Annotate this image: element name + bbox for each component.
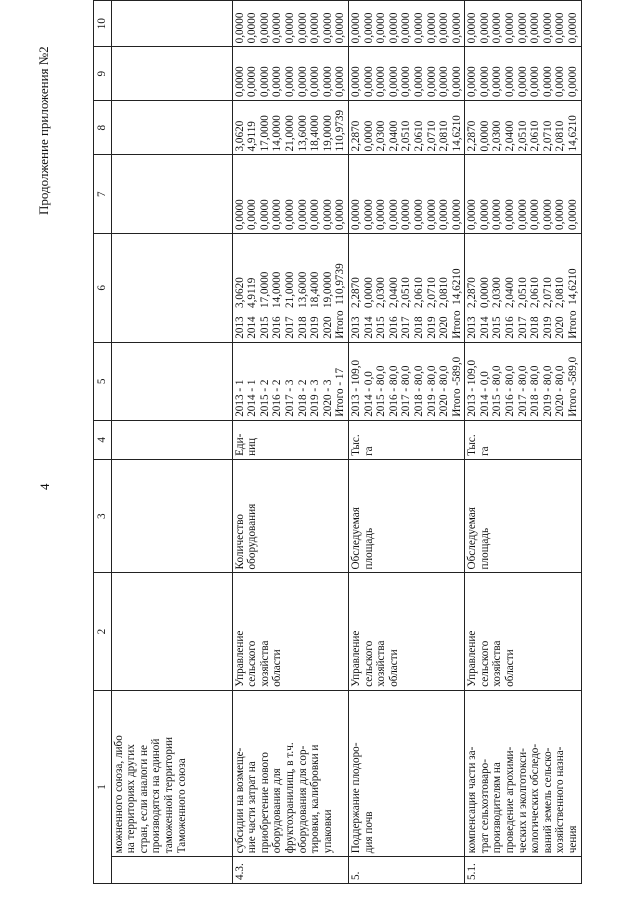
unit: Тыс. га [348, 420, 464, 459]
funding-col-8 [111, 100, 232, 154]
funding-col-9: 0,0000 0,0000 0,0000 0,0000 0,0000 0,0000 0,0000 0,0000 0,0000 [465, 47, 581, 101]
header-cell: 5 [94, 342, 112, 420]
table-row [348, 1, 464, 884]
executor [111, 573, 232, 690]
funding-col-8: 2,2870 0,0000 2,0300 2,0400 2,0510 2,0610 2,0710 2,0810 14,6210 [348, 100, 464, 154]
indicator: Обследуемая площадь [465, 459, 581, 573]
row-number: 5.1. [465, 857, 581, 884]
funding-col-7: 0,0000 0,0000 0,0000 0,0000 0,0000 0,0000 0,0000 0,0000 0,0000 [232, 155, 348, 234]
indicator: Обследуемая площадь [348, 459, 464, 573]
activity-text: Поддержание плодоро- дия почв [348, 690, 464, 856]
funding-total: 2013 3,0620 2014 4,9119 2015 17,0000 2016 14,0000 2017 21,0000 2018 13,6000 2019 18,4000 2020 19,0000 Итого 110,9739 [232, 233, 348, 342]
funding-col-7: 0,0000 0,0000 0,0000 0,0000 0,0000 0,0000 0,0000 0,0000 0,0000 [348, 155, 464, 234]
funding-col-9: 0,0000 0,0000 0,0000 0,0000 0,0000 0,0000 0,0000 0,0000 0,0000 [348, 47, 464, 101]
yearly-values [111, 342, 232, 420]
header-cell: 1 [94, 690, 112, 883]
activity-text: компенсация части за- трат сельхозтоваро- производителям на проведение агрохими- ческих и эколготокси- кологических обследо- ваний земель сельско- хозяйственного назна- чения [465, 690, 581, 856]
row-number: 5. [348, 857, 464, 884]
header-cell: 6 [94, 233, 112, 342]
page-number: 4 [37, 483, 52, 490]
header-cell: 4 [94, 420, 112, 459]
row-number [111, 857, 232, 884]
indicator [111, 459, 232, 573]
funding-total: 2013 2,2870 2014 0,0000 2015 2,0300 2016 2,0400 2017 2,0510 2018 2,0610 2019 2,0710 2020 2,0810 Итого 14,6210 [348, 233, 464, 342]
table-row [465, 1, 581, 884]
activity-text: субсидии на возмеще- ние части затрат на приобретение нового оборудования для фруктохранилищ, в т.ч. оборудования для сор- тировки, калибровки и упаковки [232, 690, 348, 856]
yearly-values: 2013 - 109,0 2014 - 0,0 2015 - 80,0 2016 - 80,0 2017 - 80,0 2018 - 80,0 2019 - 80,0 2020 - 80,0 Итого -589,0 [348, 342, 464, 420]
executor: Управление сельского хозяйства области [232, 573, 348, 690]
funding-total [111, 233, 232, 342]
yearly-values: 2013 - 1 2014 - 1 2015 - 2 2016 - 2 2017 - 3 2018 - 2 2019 - 3 2020 - 3 Итого - 17 [232, 342, 348, 420]
header-cell: 10 [94, 1, 112, 47]
executor: Управление сельского хозяйства области [348, 573, 464, 690]
unit: Тыс. га [465, 420, 581, 459]
table-row [232, 1, 348, 884]
funding-col-9: 0,0000 0,0000 0,0000 0,0000 0,0000 0,0000 0,0000 0,0000 0,0000 [232, 47, 348, 101]
executor: Управление сельского хозяйства области [465, 573, 581, 690]
row-number: 4.3. [232, 857, 348, 884]
header-cell: 2 [94, 573, 112, 690]
header-cell: 7 [94, 155, 112, 234]
table-row [111, 1, 232, 884]
header-cell: 3 [94, 459, 112, 573]
yearly-values: 2013 - 109,0 2014 - 0,0 2015 - 80,0 2016 - 80,0 2017 - 80,0 2018 - 80,0 2019 - 80,0 2020 - 80,0 Итого -589,0 [465, 342, 581, 420]
funding-col-8: 2,2870 0,0000 2,0300 2,0400 2,0510 2,0610 2,0710 2,0810 14,6210 [465, 100, 581, 154]
header-cell: 9 [94, 47, 112, 101]
header-row [94, 1, 112, 884]
program-table [93, 0, 582, 884]
funding-col-9 [111, 47, 232, 101]
continuation-label: Продолжение приложения №2 [36, 46, 51, 215]
funding-col-7: 0,0000 0,0000 0,0000 0,0000 0,0000 0,0000 0,0000 0,0000 0,0000 [465, 155, 581, 234]
funding-col-7 [111, 155, 232, 234]
header-cell: 8 [94, 100, 112, 154]
indicator: Количество оборудования [232, 459, 348, 573]
funding-col-8: 3,0620 4,9119 17,0000 14,0000 21,0000 13,6000 18,4000 19,0000 110,9739 [232, 100, 348, 154]
funding-total: 2013 2,2870 2014 0,0000 2015 2,0300 2016 2,0400 2017 2,0510 2018 2,0610 2019 2,0710 2020 2,0810 Итого 14,6210 [465, 233, 581, 342]
funding-col-10: 0,0000 0,0000 0,0000 0,0000 0,0000 0,0000 0,0000 0,0000 0,0000 [465, 1, 581, 47]
funding-col-10: 0,0000 0,0000 0,0000 0,0000 0,0000 0,0000 0,0000 0,0000 0,0000 [232, 1, 348, 47]
activity-text: можненного союза, либо на территориях других стран, если аналоги не производятся на единой таможенной территории Таможенного союза [111, 690, 232, 856]
funding-col-10: 0,0000 0,0000 0,0000 0,0000 0,0000 0,0000 0,0000 0,0000 0,0000 [348, 1, 464, 47]
funding-col-10 [111, 1, 232, 47]
unit [111, 420, 232, 459]
unit: Еди- ниц [232, 420, 348, 459]
